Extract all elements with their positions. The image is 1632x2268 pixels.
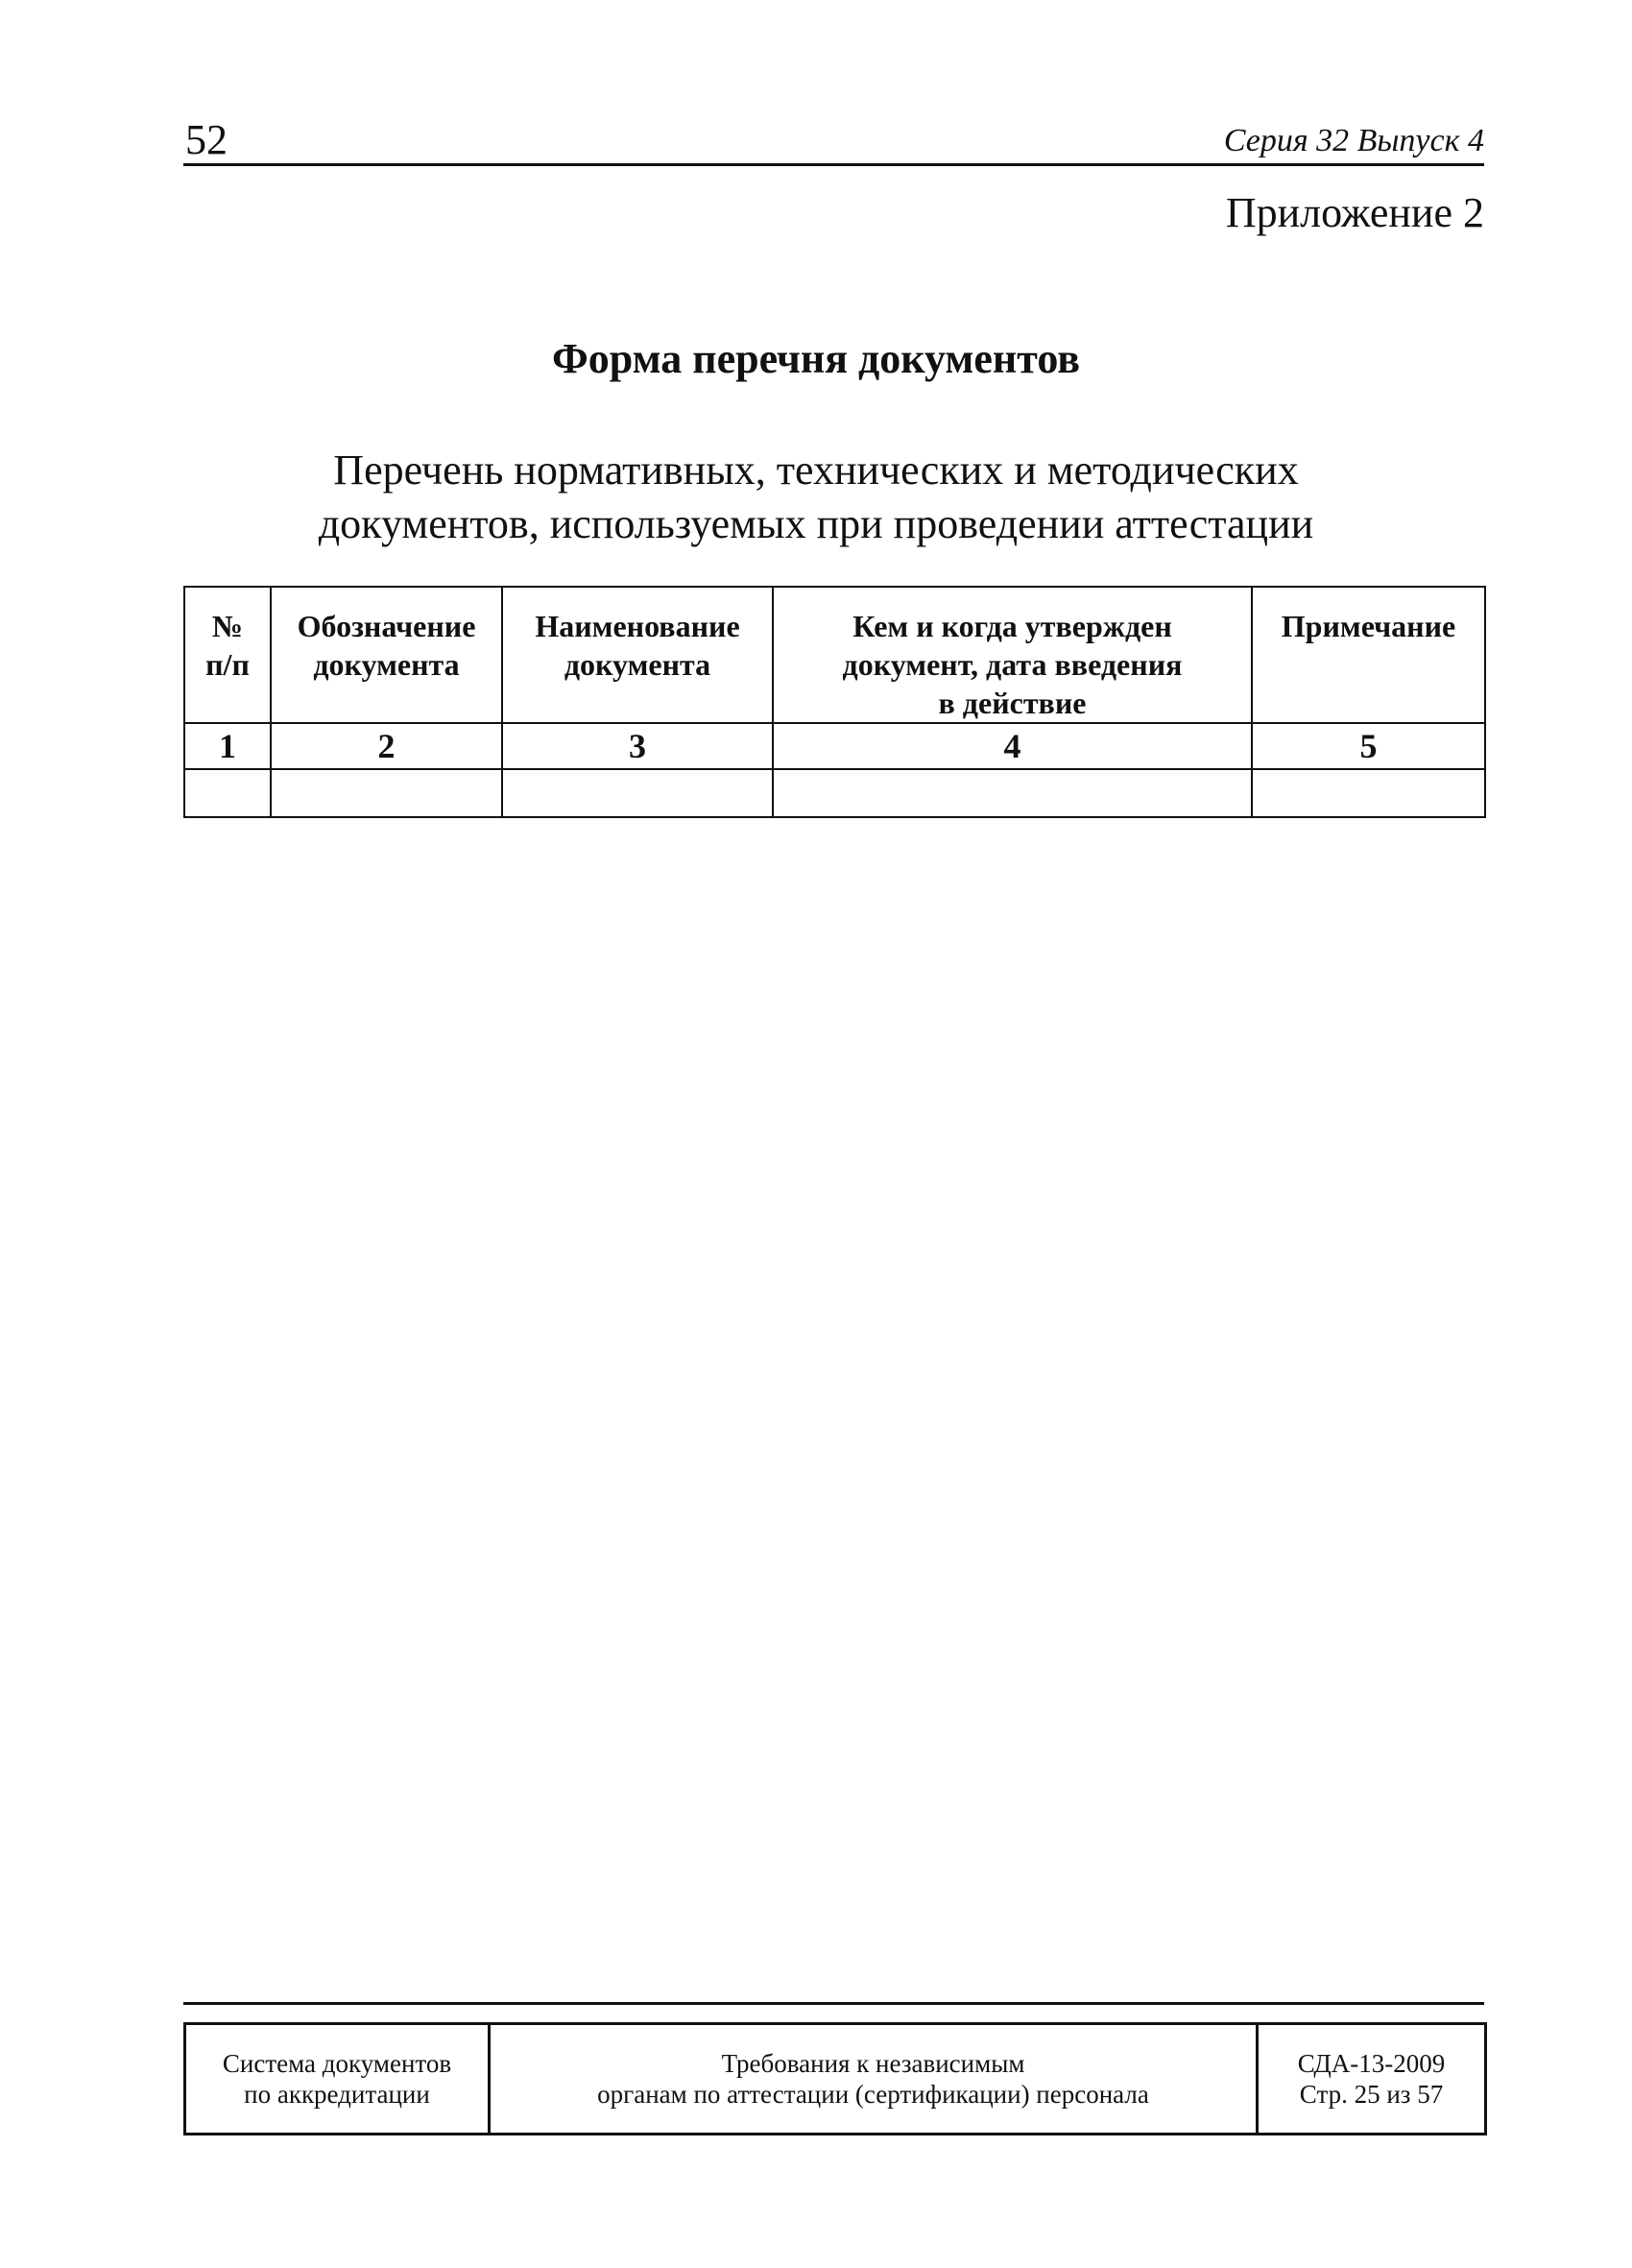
header-designation-line-2: документа bbox=[313, 647, 460, 682]
footer-requirements-line-1: Требования к независимым bbox=[721, 2049, 1025, 2078]
header-approved-line-3: в действие bbox=[938, 686, 1087, 720]
table-cell bbox=[184, 769, 271, 817]
footer-document-code bbox=[1258, 2024, 1486, 2135]
footer-divider bbox=[183, 2002, 1484, 2005]
column-number-row bbox=[184, 723, 1485, 769]
column-number: 5 bbox=[1252, 723, 1485, 769]
footer-page-of: Стр. 25 из 57 bbox=[1299, 2080, 1444, 2109]
header-approved-line-2: документ, дата введения bbox=[842, 647, 1183, 682]
page-header bbox=[183, 113, 1484, 166]
footer-requirements bbox=[490, 2024, 1258, 2135]
table-cell bbox=[271, 769, 502, 817]
appendix-label: Приложение 2 bbox=[1225, 189, 1484, 236]
header-name bbox=[502, 587, 773, 723]
header-number bbox=[184, 587, 271, 723]
column-number: 1 bbox=[184, 723, 271, 769]
list-title-line-2: документов, используемых при проведении аттестации bbox=[318, 500, 1314, 547]
table-header-row bbox=[184, 587, 1485, 723]
series-label: Серия 32 Выпуск 4 bbox=[1223, 123, 1484, 158]
header-note-line-1: Примечание bbox=[1281, 609, 1456, 643]
header-number-line-1: № bbox=[211, 609, 244, 643]
header-designation-line-1: Обозначение bbox=[297, 609, 476, 643]
footer-code: СДА-13-2009 bbox=[1297, 2049, 1446, 2078]
header-note bbox=[1252, 587, 1485, 723]
header-name-line-2: документа bbox=[564, 647, 711, 682]
table-cell bbox=[502, 769, 773, 817]
footer-system-line-1: Система документов bbox=[222, 2049, 452, 2078]
header-designation bbox=[271, 587, 502, 723]
footer-requirements-line-2: органам по аттестации (сертификации) персонала bbox=[597, 2080, 1149, 2109]
documents-table bbox=[183, 586, 1486, 818]
table-cell bbox=[773, 769, 1252, 817]
table-row bbox=[184, 769, 1485, 817]
column-number: 3 bbox=[502, 723, 773, 769]
form-title: Форма перечня документов bbox=[552, 335, 1080, 382]
page-footer bbox=[183, 2022, 1487, 2135]
header-approved bbox=[773, 587, 1252, 723]
page-number: 52 bbox=[185, 116, 228, 163]
column-number: 2 bbox=[271, 723, 502, 769]
table-cell bbox=[1252, 769, 1485, 817]
header-name-line-1: Наименование bbox=[535, 609, 740, 643]
list-title-line-1: Перечень нормативных, технических и методических bbox=[333, 446, 1299, 494]
footer-system-line-2: по аккредитации bbox=[244, 2080, 430, 2109]
header-number-line-2: п/п bbox=[205, 647, 250, 682]
header-approved-line-1: Кем и когда утвержден bbox=[852, 609, 1172, 643]
list-title bbox=[0, 444, 1632, 551]
footer-system bbox=[185, 2024, 490, 2135]
column-number: 4 bbox=[773, 723, 1252, 769]
